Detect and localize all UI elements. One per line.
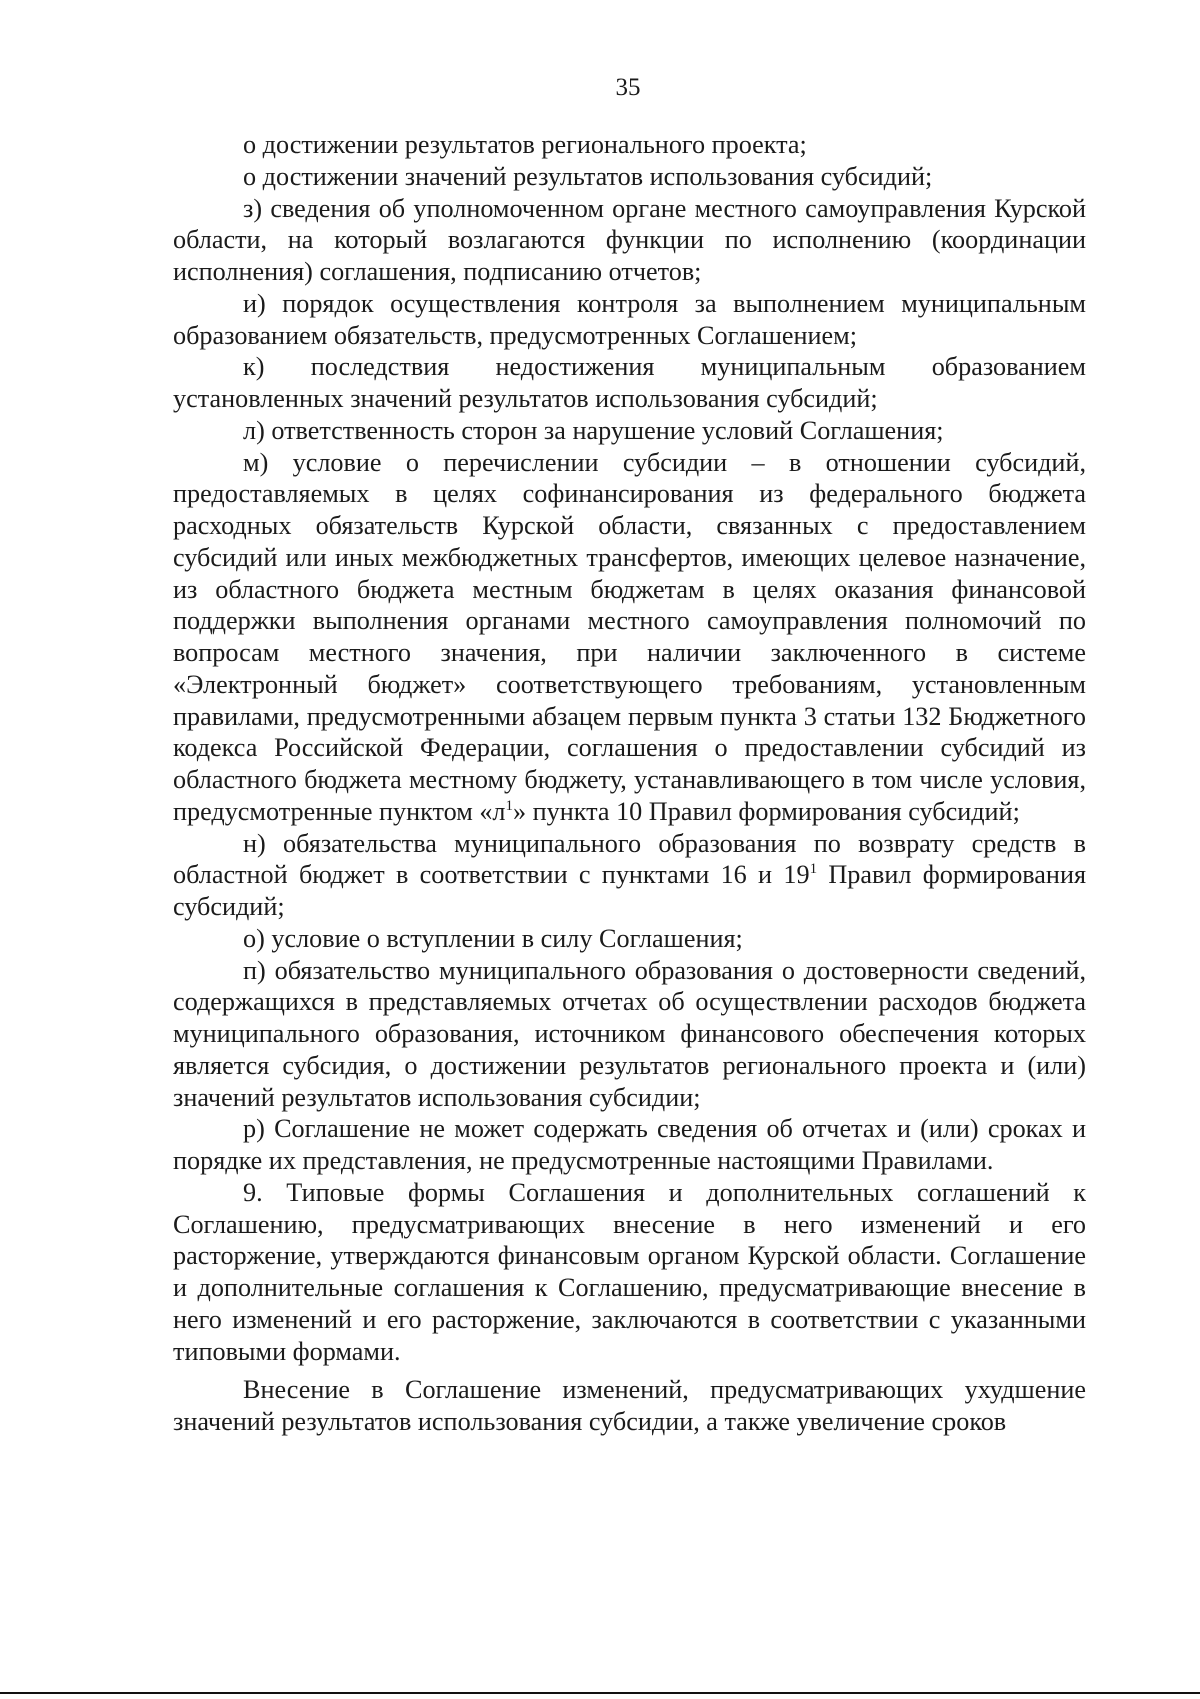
paragraph: о достижении результатов регионального проекта; [243,130,807,159]
paragraph: п) обязательство муниципального образования о достоверности сведений, содержащихся в представляемых отчетах об осуществлении расходов бюджета муниципального образования, источником финансового обеспечения которых является субсидия, о достижении результатов регионального проекта и (или) значений результатов использования субсидии; [173,955,1086,1112]
superscript: 1 [809,861,818,878]
paragraph-text-tail: » пункта 10 Правил формирования субсидий; [513,796,1020,826]
paragraph: з) сведения об уполномоченном органе местного самоуправления Курской области, на который возлагаются функции по исполнению (координации исполнения) соглашения, подписанию отчетов; [173,193,1086,286]
paragraph: р) Соглашение не может содержать сведения об отчетах и (или) сроках и порядке их представления, не предусмотренные настоящими Правилами. [173,1114,1086,1175]
paragraph: 9. Типовые формы Соглашения и дополнительных соглашений к Соглашению, предусматривающих внесение в него изменений и его расторжение, утверждаются финансовым органом Курской области. Соглашение и дополнительные соглашения к Соглашению, предусматривающие внесение в него изменений и его расторжение, заключаются в соответствии с указанными типовыми формами. [173,1177,1086,1366]
paragraph-text: м) условие о перечислении субсидии – в отношении субсидий, предоставляемых в целях софинансирования из федерального бюджета расходных обязательств Курской области, связанных с предоставлением субсидий или иных межбюджетных трансфертов, имеющих целевое назначение, из областного бюджета местным бюджетам в целях оказания финансовой поддержки выполнения органами местного самоуправления полномочий по вопросам местного значения, при наличии заключенного в системе «Электронный бюджет» соответствующего требованиям, установленным правилами, предусмотренными абзацем первым пункта 3 статьи 132 Бюджетного кодекса Российской Федерации, соглашения о предоставлении субсидий из областного бюджета местному бюджету, устанавливающего в том числе условия, предусмотренные пунктом «л [173,447,1086,826]
paragraph: о достижении значений результатов использования субсидий; [243,161,933,191]
paragraph: и) порядок осуществления контроля за выполнением муниципальным образованием обязательств, предусмотренных Соглашением; [173,288,1086,350]
paragraph [173,828,1086,923]
paragraph: к) последствия недостижения муниципальным образованием установленных значений результатов использования субсидий; [173,352,1086,413]
paragraph: Внесение в Соглашение изменений, предусматривающих ухудшение значений результатов использования субсидии, а также увеличение сроков [173,1375,1086,1436]
page-number: 35 [615,74,641,101]
paragraph-text: н) обязательства муниципального образования по возврату средств в областной бюджет в соответствии с пунктами 16 и 19 [173,828,1086,890]
paragraph [173,447,1086,828]
scan-bottom-edge [0,1692,1200,1694]
superscript: 1 [505,797,513,814]
paragraph: о) условие о вступлении в силу Соглашения; [243,923,743,953]
document-body [173,129,1086,1438]
paragraph: л) ответственность сторон за нарушение условий Соглашения; [243,415,944,445]
paragraph-text-tail: Правил формирования субсидий; [173,860,1087,921]
